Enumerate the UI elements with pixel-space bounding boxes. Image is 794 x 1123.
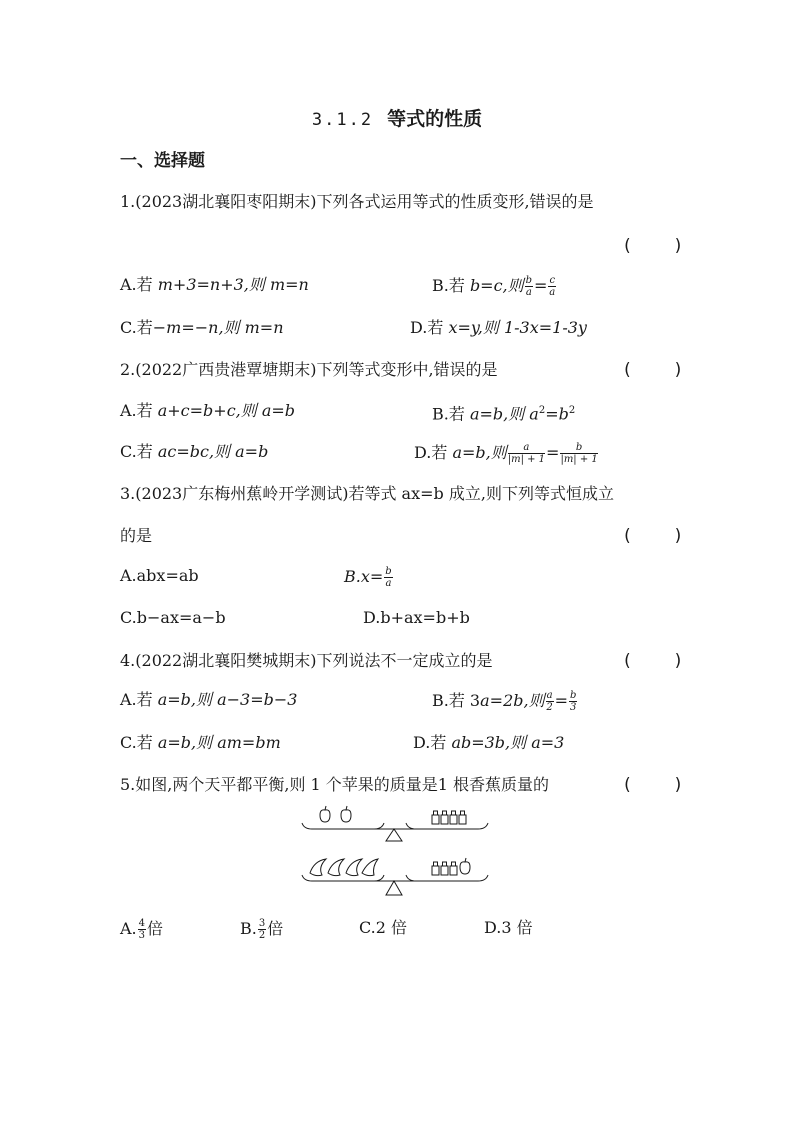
banana-icon — [362, 859, 378, 876]
q2-option-b: B.若 a=b,则 $a^2=b^2$ — [432, 404, 576, 424]
q3-stem-continued: 的是 — [120, 526, 153, 545]
apple-icon — [460, 858, 470, 874]
weight-icon — [459, 811, 466, 824]
balance-scale-top — [302, 806, 488, 841]
balance-scale-bottom — [302, 858, 488, 895]
q2-option-c: C.若 ac=bc,则 a=b — [120, 442, 269, 461]
apple-icon — [341, 806, 351, 822]
q3-option-a: A.abx=ab — [120, 566, 199, 585]
q2-answer-bracket: ( ) — [622, 360, 684, 380]
q3-stem: 3.(2023广东梅州蕉岭开学测试)若等式 ax=b 成立,则下列等式恒成立 — [120, 484, 614, 503]
q1-stem: 1.(2023湖北襄阳枣阳期末)下列各式运用等式的性质变形,错误的是 — [120, 192, 594, 211]
section-heading: 一、选择题 — [120, 151, 205, 171]
q1-option-d: D.若 x=y,则 1-3x=1-3y — [410, 318, 587, 337]
banana-icon — [346, 859, 362, 876]
q4-option-a: A.若 a=b,则 a−3=b−3 — [120, 690, 298, 709]
q2-stem: 2.(2022广西贵港覃塘期末)下列等式变形中,错误的是 — [120, 360, 498, 379]
q4-option-d: D.若 ab=3b,则 a=3 — [413, 733, 565, 752]
left-pan — [302, 823, 384, 829]
title-text: 等式的性质 — [387, 108, 483, 130]
q3-option-c: C.b−ax=a−b — [120, 608, 226, 627]
fulcrum — [386, 829, 402, 841]
apple-icon — [320, 806, 330, 822]
weight-icon — [450, 862, 457, 875]
q2-option-d: D.若 a=b,则 $\frac{a}{|m| + 1}$ = $\frac{b}{|m| + 1}$ — [414, 442, 598, 465]
q3-option-d: D.b+ax=b+b — [363, 608, 470, 627]
page-title — [0, 104, 794, 131]
balance-scales-figure — [296, 803, 496, 905]
section-number: 3.1.2 — [311, 110, 374, 130]
q1-option-a: A.若 m+3=n+3,则 m=n — [120, 275, 309, 294]
q4-option-b: B.若 3a=2b,则 $\frac{a}{2}$ = $\frac{b}{3}$ — [432, 690, 577, 713]
fulcrum — [386, 881, 402, 895]
q3-answer-bracket: ( ) — [622, 526, 684, 546]
q4-stem: 4.(2022湖北襄阳樊城期末)下列说法不一定成立的是 — [120, 651, 493, 670]
banana-icon — [328, 859, 344, 876]
q3-option-b: B.x= $\frac{b}{a}$ — [344, 566, 392, 589]
weight-icon — [441, 862, 448, 875]
q1-answer-bracket: ( ) — [622, 236, 684, 256]
q5-answer-bracket: ( ) — [622, 775, 684, 795]
q4-option-c: C.若 a=b,则 am=bm — [120, 733, 281, 752]
q1-option-c: C.若−m=−n,则 m=n — [120, 318, 284, 337]
weight-icon — [441, 811, 448, 824]
q2-option-a: A.若 a+c=b+c,则 a=b — [120, 401, 296, 420]
q5-stem: 5.如图,两个天平都平衡,则 1 个苹果的质量是1 根香蕉质量的 — [120, 775, 550, 794]
q4-answer-bracket: ( ) — [622, 651, 684, 671]
q5-option-b: B. $\frac{3}{2}$ 倍 — [240, 918, 284, 941]
weight-icon — [432, 862, 439, 875]
banana-icon — [310, 859, 326, 876]
q1-option-b: B.若 b=c,则 $\frac{b}{a}$ = $\frac{c}{a}$ — [432, 275, 556, 298]
right-pan — [406, 875, 488, 881]
q5-option-d: D.3 倍 — [484, 918, 533, 937]
q5-option-c: C.2 倍 — [359, 918, 408, 937]
weight-icon — [450, 811, 457, 824]
q5-option-a: A. $\frac{4}{3}$ 倍 — [120, 918, 164, 941]
weight-icon — [432, 811, 439, 824]
